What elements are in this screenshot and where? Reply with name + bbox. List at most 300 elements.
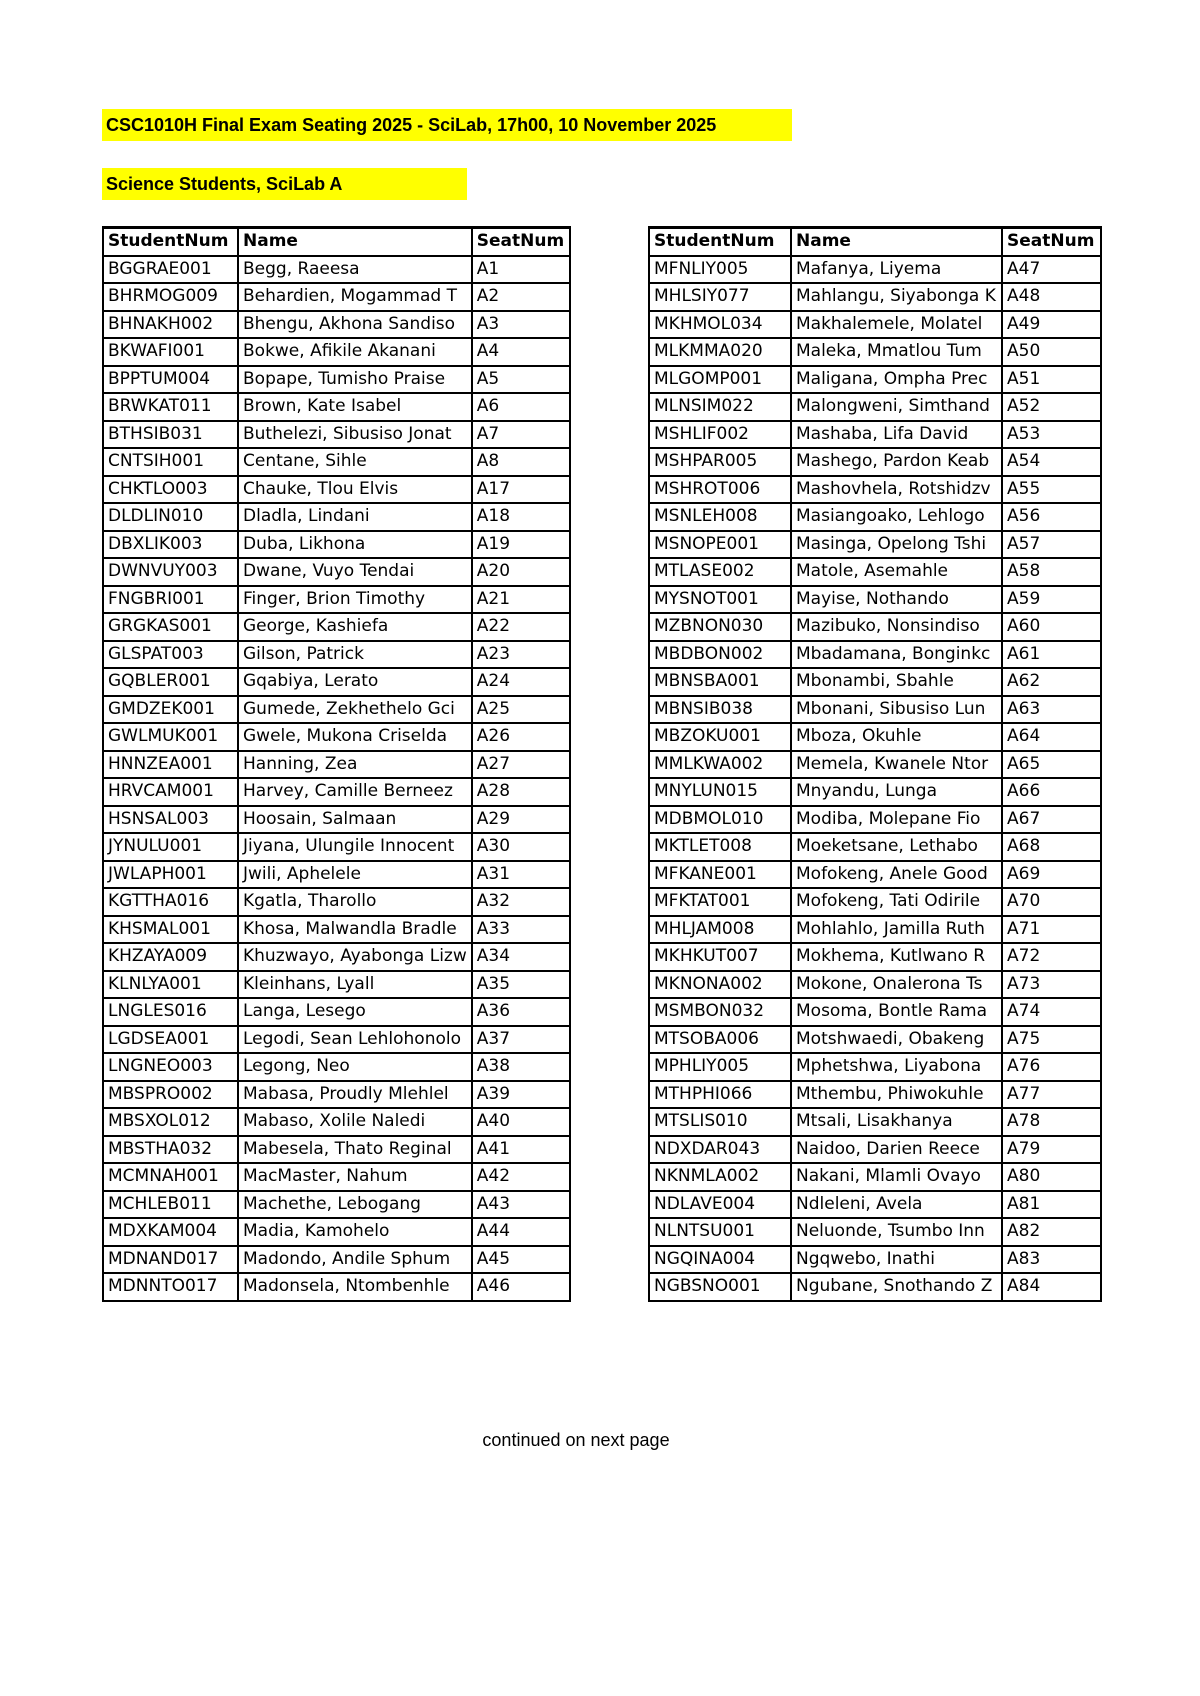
student-name-cell: Behardien, Mogammad T (238, 283, 472, 311)
table-row (103, 1081, 570, 1109)
student-name-cell: Mosoma, Bontle Rama (791, 998, 1002, 1026)
table-row (103, 1026, 570, 1054)
student-number-cell: NGBSNO001 (649, 1273, 791, 1301)
column-header-name: Name (791, 228, 1002, 256)
table-row (649, 1273, 1101, 1301)
table-row (103, 696, 570, 724)
table-row (103, 1191, 570, 1219)
student-number-cell: MBNSBA001 (649, 668, 791, 696)
student-name-cell: Gwele, Mukona Criselda (238, 723, 472, 751)
seat-number-cell: A29 (472, 806, 570, 834)
student-name-cell: Mahlangu, Siyabonga K (791, 283, 1002, 311)
student-number-cell: MCHLEB011 (103, 1191, 238, 1219)
student-number-cell: NDLAVE004 (649, 1191, 791, 1219)
student-name-cell: Centane, Sihle (238, 448, 472, 476)
student-name-cell: Moeketsane, Lethabo (791, 833, 1002, 861)
seat-number-cell: A66 (1002, 778, 1101, 806)
student-name-cell: Malongweni, Simthand (791, 393, 1002, 421)
seat-number-cell: A24 (472, 668, 570, 696)
seat-number-cell: A56 (1002, 503, 1101, 531)
table-row (103, 366, 570, 394)
student-name-cell: Harvey, Camille Berneez (238, 778, 472, 806)
table-row (103, 833, 570, 861)
seat-number-cell: A65 (1002, 751, 1101, 779)
table-row (649, 1108, 1101, 1136)
seat-number-cell: A27 (472, 751, 570, 779)
table-row (103, 613, 570, 641)
student-number-cell: NDXDAR043 (649, 1136, 791, 1164)
seat-number-cell: A37 (472, 1026, 570, 1054)
table-row (649, 696, 1101, 724)
student-name-cell: Dladla, Lindani (238, 503, 472, 531)
seat-number-cell: A71 (1002, 916, 1101, 944)
table-row (103, 723, 570, 751)
table-row (103, 1163, 570, 1191)
student-name-cell: Mokhema, Kutlwano R (791, 943, 1002, 971)
table-row (103, 256, 570, 284)
student-number-cell: KGTTHA016 (103, 888, 238, 916)
table-row (649, 888, 1101, 916)
student-name-cell: Mofokeng, Anele Good (791, 861, 1002, 889)
page-title: CSC1010H Final Exam Seating 2025 - SciLab, 17h00, 10 November 2025 (102, 109, 792, 141)
table-row (103, 476, 570, 504)
seat-number-cell: A48 (1002, 283, 1101, 311)
seat-number-cell: A2 (472, 283, 570, 311)
student-number-cell: MKHMOL034 (649, 311, 791, 339)
student-number-cell: MTHPHI066 (649, 1081, 791, 1109)
student-name-cell: Nakani, Mlamli Ovayo (791, 1163, 1002, 1191)
student-number-cell: MSNLEH008 (649, 503, 791, 531)
student-number-cell: MSNOPE001 (649, 531, 791, 559)
seating-table-left (102, 226, 571, 1302)
student-name-cell: Madonsela, Ntombenhle (238, 1273, 472, 1301)
seat-number-cell: A49 (1002, 311, 1101, 339)
seat-number-cell: A51 (1002, 366, 1101, 394)
table-row (103, 421, 570, 449)
seat-number-cell: A64 (1002, 723, 1101, 751)
student-number-cell: DBXLIK003 (103, 531, 238, 559)
student-name-cell: Finger, Brion Timothy (238, 586, 472, 614)
student-number-cell: MLKMMA020 (649, 338, 791, 366)
student-number-cell: MTSOBA006 (649, 1026, 791, 1054)
table-row (649, 613, 1101, 641)
column-header-name: Name (238, 228, 472, 256)
section-subtitle: Science Students, SciLab A (102, 168, 467, 200)
seat-number-cell: A1 (472, 256, 570, 284)
student-number-cell: MSHROT006 (649, 476, 791, 504)
student-name-cell: Duba, Likhona (238, 531, 472, 559)
seat-number-cell: A80 (1002, 1163, 1101, 1191)
student-number-cell: MKNONA002 (649, 971, 791, 999)
table-row (103, 311, 570, 339)
student-name-cell: Gqabiya, Lerato (238, 668, 472, 696)
seat-number-cell: A75 (1002, 1026, 1101, 1054)
student-number-cell: MDBMOL010 (649, 806, 791, 834)
seat-number-cell: A38 (472, 1053, 570, 1081)
student-name-cell: Hoosain, Salmaan (238, 806, 472, 834)
student-name-cell: Khuzwayo, Ayabonga Lizw (238, 943, 472, 971)
student-name-cell: Neluonde, Tsumbo Inn (791, 1218, 1002, 1246)
table-row (103, 1108, 570, 1136)
table-row (649, 586, 1101, 614)
seat-number-cell: A60 (1002, 613, 1101, 641)
seat-number-cell: A57 (1002, 531, 1101, 559)
table-row (103, 998, 570, 1026)
column-header-studentnum: StudentNum (649, 228, 791, 256)
student-number-cell: GMDZEK001 (103, 696, 238, 724)
student-number-cell: KLNLYA001 (103, 971, 238, 999)
seat-number-cell: A3 (472, 311, 570, 339)
student-name-cell: Ngubane, Snothando Z (791, 1273, 1002, 1301)
seat-number-cell: A84 (1002, 1273, 1101, 1301)
seat-number-cell: A82 (1002, 1218, 1101, 1246)
table-row (649, 476, 1101, 504)
student-name-cell: Legong, Neo (238, 1053, 472, 1081)
seat-number-cell: A20 (472, 558, 570, 586)
student-name-cell: Masinga, Opelong Tshi (791, 531, 1002, 559)
student-number-cell: HSNSAL003 (103, 806, 238, 834)
student-name-cell: Madia, Kamohelo (238, 1218, 472, 1246)
table-row (649, 806, 1101, 834)
student-name-cell: Langa, Lesego (238, 998, 472, 1026)
student-name-cell: Memela, Kwanele Ntor (791, 751, 1002, 779)
seat-number-cell: A44 (472, 1218, 570, 1246)
table-row (649, 833, 1101, 861)
student-name-cell: Ndleleni, Avela (791, 1191, 1002, 1219)
table-row (649, 1246, 1101, 1274)
student-name-cell: Mnyandu, Lunga (791, 778, 1002, 806)
table-row (649, 283, 1101, 311)
seat-number-cell: A31 (472, 861, 570, 889)
student-number-cell: MLNSIM022 (649, 393, 791, 421)
table-row (649, 1053, 1101, 1081)
student-name-cell: Makhalemele, Molatel (791, 311, 1002, 339)
student-number-cell: MBZOKU001 (649, 723, 791, 751)
student-name-cell: Machethe, Lebogang (238, 1191, 472, 1219)
table-row (649, 668, 1101, 696)
table-row (649, 916, 1101, 944)
seat-number-cell: A22 (472, 613, 570, 641)
student-name-cell: Mayise, Nothando (791, 586, 1002, 614)
seat-number-cell: A42 (472, 1163, 570, 1191)
student-number-cell: GRGKAS001 (103, 613, 238, 641)
seat-number-cell: A52 (1002, 393, 1101, 421)
student-number-cell: BPPTUM004 (103, 366, 238, 394)
table-row (103, 1218, 570, 1246)
table-row (649, 751, 1101, 779)
student-number-cell: HRVCAM001 (103, 778, 238, 806)
student-number-cell: MBSTHA032 (103, 1136, 238, 1164)
table-row (103, 806, 570, 834)
student-number-cell: NLNTSU001 (649, 1218, 791, 1246)
student-number-cell: MFKANE001 (649, 861, 791, 889)
seat-number-cell: A21 (472, 586, 570, 614)
student-name-cell: Maleka, Mmatlou Tum (791, 338, 1002, 366)
student-name-cell: Chauke, Tlou Elvis (238, 476, 472, 504)
student-name-cell: Mashovhela, Rotshidzv (791, 476, 1002, 504)
column-header-seatnum: SeatNum (472, 228, 570, 256)
seat-number-cell: A39 (472, 1081, 570, 1109)
student-name-cell: Dwane, Vuyo Tendai (238, 558, 472, 586)
table-row (103, 393, 570, 421)
student-number-cell: MCMNAH001 (103, 1163, 238, 1191)
student-name-cell: Mabesela, Thato Reginal (238, 1136, 472, 1164)
student-number-cell: GWLMUK001 (103, 723, 238, 751)
student-number-cell: MTLASE002 (649, 558, 791, 586)
student-number-cell: MBDBON002 (649, 641, 791, 669)
student-name-cell: Mtsali, Lisakhanya (791, 1108, 1002, 1136)
student-number-cell: MFKTAT001 (649, 888, 791, 916)
student-number-cell: MHLSIY077 (649, 283, 791, 311)
student-number-cell: NGQINA004 (649, 1246, 791, 1274)
continued-note: continued on next page (482, 1430, 670, 1450)
student-name-cell: Ngqwebo, Inathi (791, 1246, 1002, 1274)
student-number-cell: MMLKWA002 (649, 751, 791, 779)
student-number-cell: MSHPAR005 (649, 448, 791, 476)
table-row (649, 971, 1101, 999)
table-row (103, 1053, 570, 1081)
table-row (649, 1026, 1101, 1054)
student-number-cell: MKHKUT007 (649, 943, 791, 971)
student-name-cell: Mphetshwa, Liyabona (791, 1053, 1002, 1081)
student-number-cell: MFNLIY005 (649, 256, 791, 284)
student-name-cell: Mabaso, Xolile Naledi (238, 1108, 472, 1136)
student-name-cell: Motshwaedi, Obakeng (791, 1026, 1002, 1054)
seat-number-cell: A32 (472, 888, 570, 916)
student-name-cell: Bhengu, Akhona Sandiso (238, 311, 472, 339)
table-row (649, 1191, 1101, 1219)
table-row (103, 1246, 570, 1274)
student-name-cell: Gilson, Patrick (238, 641, 472, 669)
table-row (649, 1218, 1101, 1246)
column-header-seatnum: SeatNum (1002, 228, 1101, 256)
table-row (103, 916, 570, 944)
student-name-cell: Begg, Raeesa (238, 256, 472, 284)
table-row (649, 861, 1101, 889)
seat-number-cell: A81 (1002, 1191, 1101, 1219)
column-header-studentnum: StudentNum (103, 228, 238, 256)
seat-number-cell: A45 (472, 1246, 570, 1274)
table-row (649, 1163, 1101, 1191)
student-name-cell: Mabasa, Proudly Mlehlel (238, 1081, 472, 1109)
seat-number-cell: A74 (1002, 998, 1101, 1026)
student-number-cell: BGGRAE001 (103, 256, 238, 284)
seat-number-cell: A46 (472, 1273, 570, 1301)
student-number-cell: MYSNOT001 (649, 586, 791, 614)
seat-number-cell: A69 (1002, 861, 1101, 889)
table-row (103, 668, 570, 696)
table-row (649, 421, 1101, 449)
student-name-cell: Kgatla, Tharollo (238, 888, 472, 916)
table-row (649, 311, 1101, 339)
student-name-cell: Brown, Kate Isabel (238, 393, 472, 421)
seat-number-cell: A40 (472, 1108, 570, 1136)
table-row (649, 558, 1101, 586)
student-name-cell: Mthembu, Phiwokuhle (791, 1081, 1002, 1109)
student-name-cell: Mokone, Onalerona Ts (791, 971, 1002, 999)
student-name-cell: Mboza, Okuhle (791, 723, 1002, 751)
seat-number-cell: A18 (472, 503, 570, 531)
student-number-cell: KHSMAL001 (103, 916, 238, 944)
seat-number-cell: A59 (1002, 586, 1101, 614)
student-number-cell: LGDSEA001 (103, 1026, 238, 1054)
student-name-cell: Bopape, Tumisho Praise (238, 366, 472, 394)
student-number-cell: FNGBRI001 (103, 586, 238, 614)
seat-number-cell: A78 (1002, 1108, 1101, 1136)
student-name-cell: Hanning, Zea (238, 751, 472, 779)
student-number-cell: MDNAND017 (103, 1246, 238, 1274)
seat-number-cell: A25 (472, 696, 570, 724)
student-name-cell: Bokwe, Afikile Akanani (238, 338, 472, 366)
student-name-cell: Khosa, Malwandla Bradle (238, 916, 472, 944)
seat-number-cell: A28 (472, 778, 570, 806)
student-number-cell: MTSLIS010 (649, 1108, 791, 1136)
table-row (649, 366, 1101, 394)
student-name-cell: Masiangoako, Lehlogo (791, 503, 1002, 531)
table-row (103, 1136, 570, 1164)
student-number-cell: HNNZEA001 (103, 751, 238, 779)
student-name-cell: Modiba, Molepane Fio (791, 806, 1002, 834)
student-number-cell: CHKTLO003 (103, 476, 238, 504)
table-row (103, 503, 570, 531)
table-row (649, 723, 1101, 751)
student-number-cell: BRWKAT011 (103, 393, 238, 421)
student-number-cell: GQBLER001 (103, 668, 238, 696)
student-number-cell: MSHLIF002 (649, 421, 791, 449)
seat-number-cell: A6 (472, 393, 570, 421)
seat-number-cell: A70 (1002, 888, 1101, 916)
table-row (649, 1136, 1101, 1164)
student-number-cell: MHLJAM008 (649, 916, 791, 944)
table-row (649, 778, 1101, 806)
student-number-cell: MBNSIB038 (649, 696, 791, 724)
table-header-row (649, 228, 1101, 256)
student-number-cell: BKWAFI001 (103, 338, 238, 366)
student-name-cell: Mashego, Pardon Keab (791, 448, 1002, 476)
student-number-cell: LNGNEO003 (103, 1053, 238, 1081)
student-name-cell: Madondo, Andile Sphum (238, 1246, 472, 1274)
table-row (103, 861, 570, 889)
table-row (649, 531, 1101, 559)
seat-number-cell: A23 (472, 641, 570, 669)
student-number-cell: BHNAKH002 (103, 311, 238, 339)
student-name-cell: Mofokeng, Tati Odirile (791, 888, 1002, 916)
student-name-cell: Mashaba, Lifa David (791, 421, 1002, 449)
student-number-cell: MZBNON030 (649, 613, 791, 641)
table-header-row (103, 228, 570, 256)
student-name-cell: Matole, Asemahle (791, 558, 1002, 586)
student-number-cell: MSMBON032 (649, 998, 791, 1026)
seat-number-cell: A55 (1002, 476, 1101, 504)
seat-number-cell: A8 (472, 448, 570, 476)
table-row (649, 338, 1101, 366)
seat-number-cell: A4 (472, 338, 570, 366)
table-row (103, 586, 570, 614)
table-row (649, 943, 1101, 971)
student-name-cell: Mbadamana, Bonginkc (791, 641, 1002, 669)
seat-number-cell: A79 (1002, 1136, 1101, 1164)
student-name-cell: Mbonani, Sibusiso Lun (791, 696, 1002, 724)
student-number-cell: BHRMOG009 (103, 283, 238, 311)
seat-number-cell: A43 (472, 1191, 570, 1219)
student-number-cell: BTHSIB031 (103, 421, 238, 449)
student-number-cell: KHZAYA009 (103, 943, 238, 971)
student-number-cell: JYNULU001 (103, 833, 238, 861)
student-name-cell: Mbonambi, Sbahle (791, 668, 1002, 696)
seat-number-cell: A62 (1002, 668, 1101, 696)
table-row (103, 888, 570, 916)
table-row (103, 531, 570, 559)
seat-number-cell: A5 (472, 366, 570, 394)
seating-table-right (648, 226, 1102, 1302)
student-number-cell: MPHLIY005 (649, 1053, 791, 1081)
seat-number-cell: A7 (472, 421, 570, 449)
seat-number-cell: A47 (1002, 256, 1101, 284)
student-name-cell: Gumede, Zekhethelo Gci (238, 696, 472, 724)
table-row (103, 943, 570, 971)
table-row (103, 338, 570, 366)
seat-number-cell: A76 (1002, 1053, 1101, 1081)
seat-number-cell: A61 (1002, 641, 1101, 669)
seat-number-cell: A36 (472, 998, 570, 1026)
table-row (103, 778, 570, 806)
seat-number-cell: A68 (1002, 833, 1101, 861)
table-row (103, 971, 570, 999)
student-name-cell: Jiyana, Ulungile Innocent (238, 833, 472, 861)
seat-number-cell: A26 (472, 723, 570, 751)
student-number-cell: MBSXOL012 (103, 1108, 238, 1136)
seat-number-cell: A73 (1002, 971, 1101, 999)
student-number-cell: MDXKAM004 (103, 1218, 238, 1246)
student-number-cell: DLDLIN010 (103, 503, 238, 531)
student-name-cell: Buthelezi, Sibusiso Jonat (238, 421, 472, 449)
seat-number-cell: A63 (1002, 696, 1101, 724)
seat-number-cell: A30 (472, 833, 570, 861)
seat-number-cell: A41 (472, 1136, 570, 1164)
student-name-cell: Maligana, Ompha Prec (791, 366, 1002, 394)
seat-number-cell: A58 (1002, 558, 1101, 586)
student-name-cell: Naidoo, Darien Reece (791, 1136, 1002, 1164)
student-name-cell: Legodi, Sean Lehlohonolo (238, 1026, 472, 1054)
student-number-cell: GLSPAT003 (103, 641, 238, 669)
seat-number-cell: A33 (472, 916, 570, 944)
table-row (649, 1081, 1101, 1109)
table-row (649, 256, 1101, 284)
table-row (103, 751, 570, 779)
student-number-cell: JWLAPH001 (103, 861, 238, 889)
student-number-cell: MBSPRO002 (103, 1081, 238, 1109)
student-name-cell: Mafanya, Liyema (791, 256, 1002, 284)
seat-number-cell: A19 (472, 531, 570, 559)
seat-number-cell: A67 (1002, 806, 1101, 834)
seat-number-cell: A35 (472, 971, 570, 999)
table-row (649, 641, 1101, 669)
student-number-cell: MKTLET008 (649, 833, 791, 861)
seat-number-cell: A53 (1002, 421, 1101, 449)
seat-number-cell: A34 (472, 943, 570, 971)
seat-number-cell: A54 (1002, 448, 1101, 476)
student-name-cell: George, Kashiefa (238, 613, 472, 641)
table-row (103, 641, 570, 669)
seat-number-cell: A77 (1002, 1081, 1101, 1109)
table-row (649, 448, 1101, 476)
table-row (103, 283, 570, 311)
student-name-cell: Mohlahlo, Jamilla Ruth (791, 916, 1002, 944)
student-name-cell: MacMaster, Nahum (238, 1163, 472, 1191)
table-row (649, 998, 1101, 1026)
student-number-cell: MLGOMP001 (649, 366, 791, 394)
table-row (103, 448, 570, 476)
